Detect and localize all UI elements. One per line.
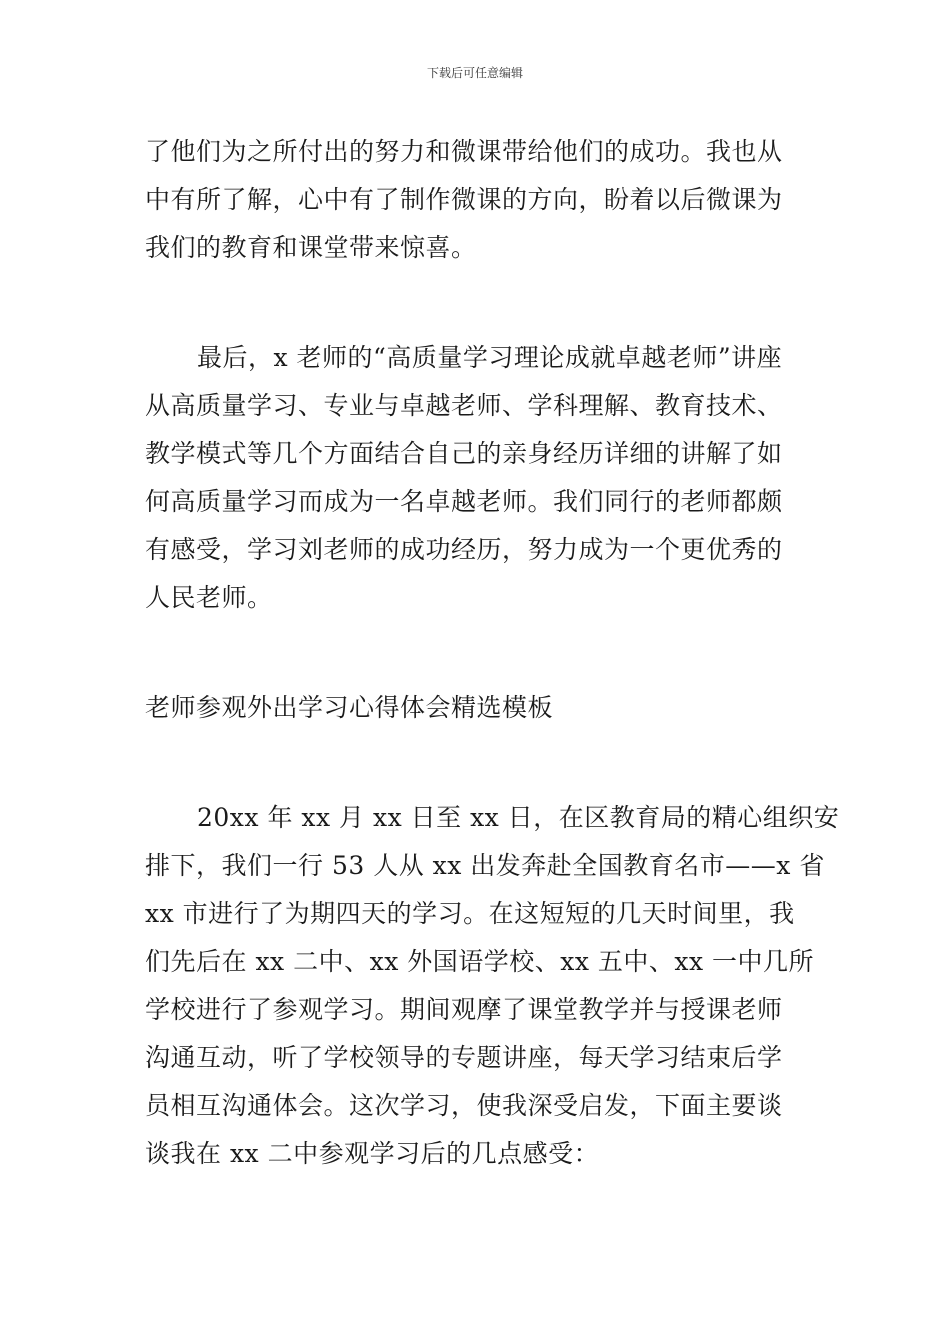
paragraph-3 bbox=[145, 794, 840, 1178]
text-line: 排下，我们一行 53 人从 xx 出发奔赴全国教育名市——x 省 bbox=[145, 851, 825, 880]
text-line: 人民老师。 bbox=[145, 583, 273, 612]
document-body bbox=[145, 128, 840, 1178]
paragraph-spacer bbox=[145, 732, 810, 794]
text-line: 何高质量学习而成为一名卓越老师。我们同行的老师都颇 bbox=[145, 487, 783, 516]
text-line: 学校进行了参观学习。期间观摩了课堂教学并与授课老师 bbox=[145, 995, 783, 1024]
page-header: 下载后可任意编辑 bbox=[426, 66, 523, 80]
text-line: 最后，x 老师的“高质量学习理论成就卓越老师”讲座 bbox=[197, 343, 783, 372]
text-line: 教学模式等几个方面结合自己的亲身经历详细的讲解了如 bbox=[145, 439, 783, 468]
text-line: 中有所了解，心中有了制作微课的方向，盼着以后微课为 bbox=[145, 185, 783, 214]
text-line: 了他们为之所付出的努力和微课带给他们的成功。我也从 bbox=[145, 137, 783, 166]
section-title-text: 老师参观外出学习心得体会精选模板 bbox=[145, 693, 554, 722]
paragraph-1 bbox=[145, 128, 810, 272]
text-line: 谈我在 xx 二中参观学习后的几点感受： bbox=[145, 1139, 600, 1168]
paragraph-spacer bbox=[145, 622, 810, 684]
text-line: 们先后在 xx 二中、xx 外国语学校、xx 五中、xx 一中几所 bbox=[145, 947, 815, 976]
text-line: 我们的教育和课堂带来惊喜。 bbox=[145, 233, 477, 262]
text-line: xx 市进行了为期四天的学习。在这短短的几天时间里，我 bbox=[145, 899, 795, 928]
text-line: 20xx 年 xx 月 xx 日至 xx 日，在区教育局的精心组织安 bbox=[197, 803, 840, 832]
text-line: 从高质量学习、专业与卓越老师、学科理解、教育技术、 bbox=[145, 391, 783, 420]
text-line: 有感受，学习刘老师的成功经历，努力成为一个更优秀的 bbox=[145, 535, 783, 564]
paragraph-spacer bbox=[145, 272, 810, 334]
text-line: 员相互沟通体会。这次学习，使我深受启发，下面主要谈 bbox=[145, 1091, 783, 1120]
text-line: 沟通互动，听了学校领导的专题讲座，每天学习结束后学 bbox=[145, 1043, 783, 1072]
paragraph-2 bbox=[145, 334, 810, 622]
section-title bbox=[145, 684, 810, 732]
